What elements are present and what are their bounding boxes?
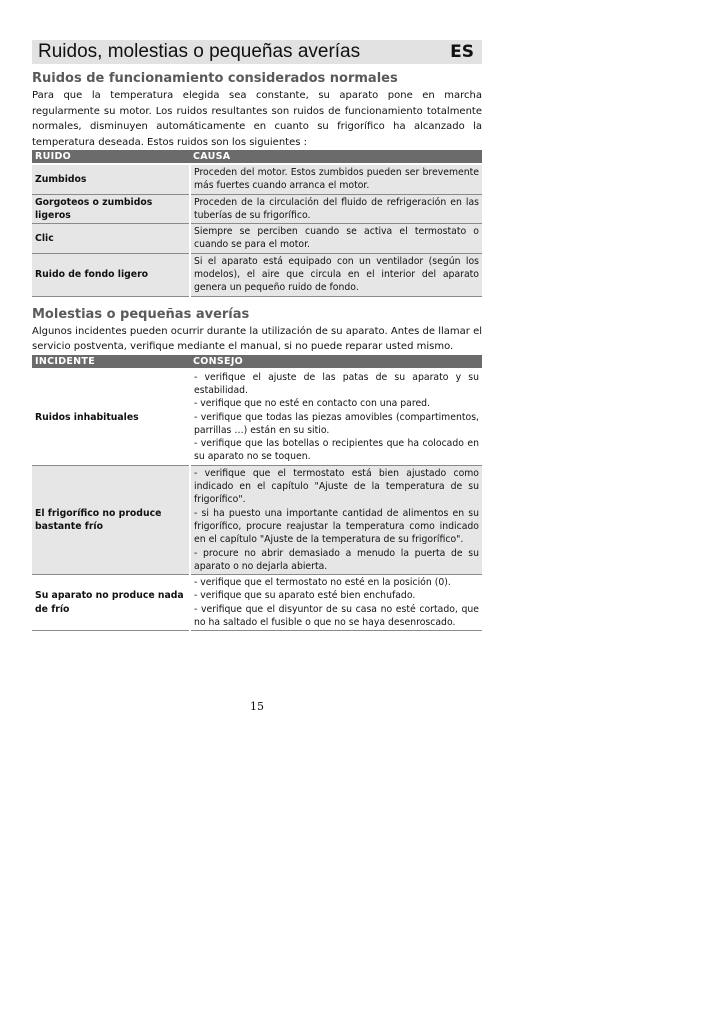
noise-cause: Siempre se perciben cuando se activa el termostato o cuando se para el motor.	[190, 224, 482, 254]
section-intro-normal-noises: Para que la temperatura elegida sea constante, su aparato pone en marcha regularmente su motor. Los ruidos resultantes son ruidos de funcionamiento totalmente normales, disminuyen automáticamente en cuanto su frigorífico ha alcanzado la temperatura deseada. Estos ruidos son los siguientes :	[32, 90, 482, 148]
table-row	[32, 194, 482, 224]
incident-label: Ruidos inhabituales	[32, 369, 190, 466]
column-header-noise: RUIDO	[32, 150, 190, 164]
table-row	[32, 465, 482, 574]
noise-label: Zumbidos	[32, 164, 190, 194]
column-header-advice: CONSEJO	[190, 355, 482, 369]
section-heading-minor-faults: Molestias o pequeñas averías	[32, 306, 250, 322]
incident-label: El frigorífico no produce bastante frío	[32, 465, 190, 574]
noise-cause: Si el aparato está equipado con un ventilador (según los modelos), el aire que circula en el interior del aparato genera un pequeño ruido de fondo.	[190, 253, 482, 296]
page-number: 15	[250, 700, 264, 713]
noise-cause: Proceden de la circulación del fluido de refrigeración en las tuberías de su frigorífico.	[190, 194, 482, 224]
incident-label: Su aparato no produce nada de frío	[32, 575, 190, 631]
language-code: ES	[450, 42, 474, 62]
table-header-row	[32, 150, 482, 164]
section-heading-normal-noises: Ruidos de funcionamiento considerados normales	[32, 71, 398, 86]
page-header	[32, 40, 482, 64]
noise-label: Ruido de fondo ligero	[32, 253, 190, 296]
table-row	[32, 253, 482, 296]
noise-cause: Proceden del motor. Estos zumbidos pueden ser brevemente más fuertes cuando arranca el motor.	[190, 164, 482, 194]
noise-table	[32, 150, 482, 297]
incident-advice: - verifique que el termostato no esté en la posición (0). - verifique que su aparato esté bien enchufado. - verifique que el disyuntor de su casa no esté cortado, que no ha saltado el fusible o que no se haya desenroscado.	[190, 575, 482, 631]
noise-label: Gorgoteos o zumbidos ligeros	[32, 194, 190, 224]
table-row	[32, 224, 482, 254]
table-header-row	[32, 355, 482, 369]
page-content	[32, 40, 482, 631]
column-header-incident: INCIDENTE	[32, 355, 190, 369]
table-row	[32, 575, 482, 631]
section-intro-minor-faults: Algunos incidentes pueden ocurrir durante la utilización de su aparato. Antes de llamar el servicio postventa, verifique mediante el manual, si no puede reparar usted mismo.	[32, 325, 482, 353]
column-header-cause: CAUSA	[190, 150, 482, 164]
page-title: Ruidos, molestias o pequeñas averías	[38, 41, 361, 62]
incident-advice: - verifique el ajuste de las patas de su aparato y su estabilidad. - verifique que no esté en contacto con una pared. - verifique que todas las piezas amovibles (compartimentos, parrillas …) están en su sitio. - verifique que las botellas o recipientes que ha colocado en su aparato no se toquen.	[190, 369, 482, 466]
incident-advice: - verifique que el termostato está bien ajustado como indicado en el capítulo "Ajuste de la temperatura de su frigorífico". - si ha puesto una importante cantidad de alimentos en su frigorífico, procure reajustar la temperatura como indicado en el capítulo "Ajuste de la temperatura de su frigorífico". - procure no abrir demasiado a menudo la puerta de su aparato o no dejarla abierta.	[190, 465, 482, 574]
table-row	[32, 164, 482, 194]
noise-label: Clic	[32, 224, 190, 254]
incident-table	[32, 355, 482, 632]
table-row	[32, 369, 482, 466]
